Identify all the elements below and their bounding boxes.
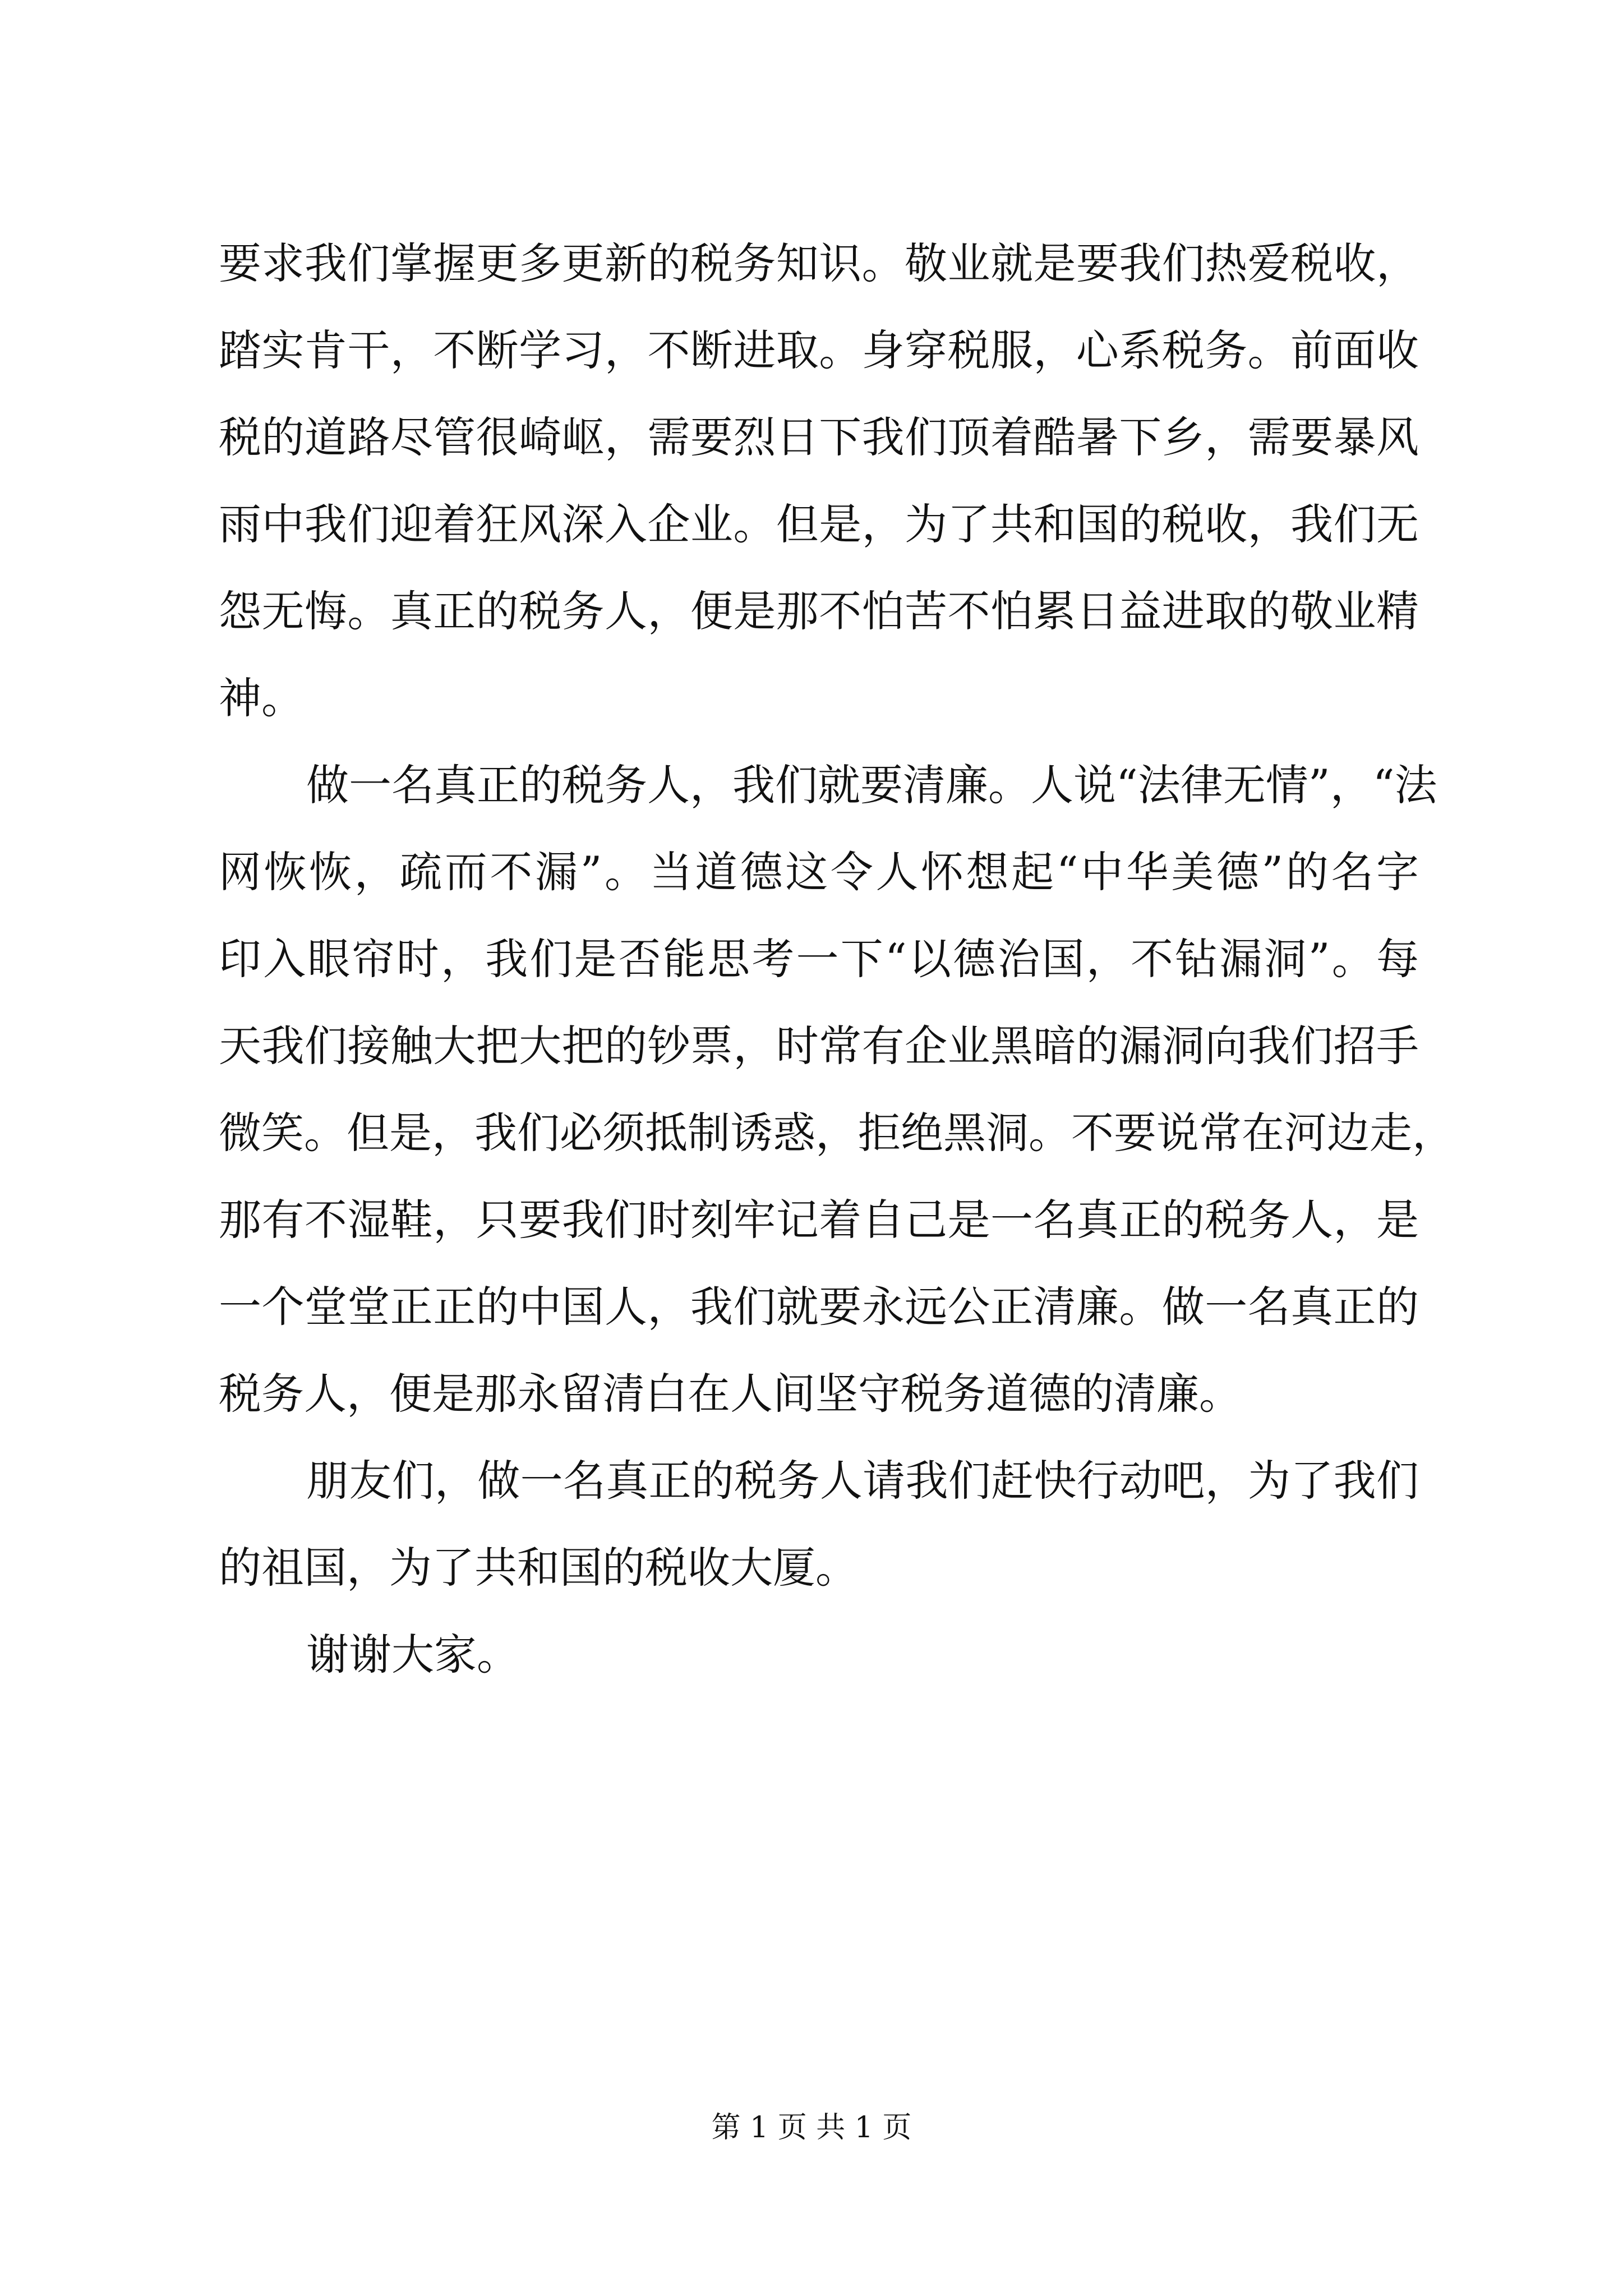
text-line: 要求我们掌握更多更新的税务知识。敬业就是要我们热爱税收， bbox=[219, 238, 1419, 288]
text-line: 网恢恢，疏而不漏”。当道德这令人怀想起“中华美德”的名字 bbox=[219, 847, 1419, 897]
text-line: 的祖国，为了共和国的税收大厦。 bbox=[219, 1543, 858, 1593]
text-line: 怨无悔。真正的税务人，便是那不怕苦不怕累日益进取的敬业精 bbox=[219, 586, 1419, 636]
text-line: 雨中我们迎着狂风深入企业。但是，为了共和国的税收，我们无 bbox=[219, 499, 1419, 549]
text-line: 那有不湿鞋，只要我们时刻牢记着自己是一名真正的税务人，是 bbox=[219, 1195, 1419, 1245]
text-line: 税务人，便是那永留清白在人间坚守税务道德的清廉。 bbox=[219, 1369, 1242, 1419]
page-footer: 第 1 页 共 1 页 bbox=[711, 2111, 912, 2145]
text-line: 税的道路尽管很崎岖，需要烈日下我们顶着酷暑下乡，需要暴风 bbox=[219, 412, 1419, 462]
text-line: 谢谢大家。 bbox=[306, 1630, 519, 1680]
text-line: 一个堂堂正正的中国人，我们就要永远公正清廉。做一名真正的 bbox=[219, 1282, 1419, 1332]
text-line: 微笑。但是，我们必须抵制诱惑，拒绝黑洞。不要说常在河边走， bbox=[219, 1108, 1455, 1158]
text-line: 印入眼帘时，我们是否能思考一下“以德治国，不钻漏洞”。每 bbox=[219, 934, 1419, 984]
text-line: 神。 bbox=[219, 673, 304, 723]
text-line: 做一名真正的税务人，我们就要清廉。人说“法律无情”，“法 bbox=[306, 760, 1437, 810]
text-line: 踏实肯干，不断学习，不断进取。身穿税服，心系税务。前面收 bbox=[219, 325, 1419, 375]
document-body bbox=[219, 220, 1455, 1698]
text-line: 天我们接触大把大把的钞票，时常有企业黑暗的漏洞向我们招手 bbox=[219, 1021, 1419, 1071]
text-line: 朋友们，做一名真正的税务人请我们赶快行动吧，为了我们 bbox=[306, 1456, 1419, 1506]
